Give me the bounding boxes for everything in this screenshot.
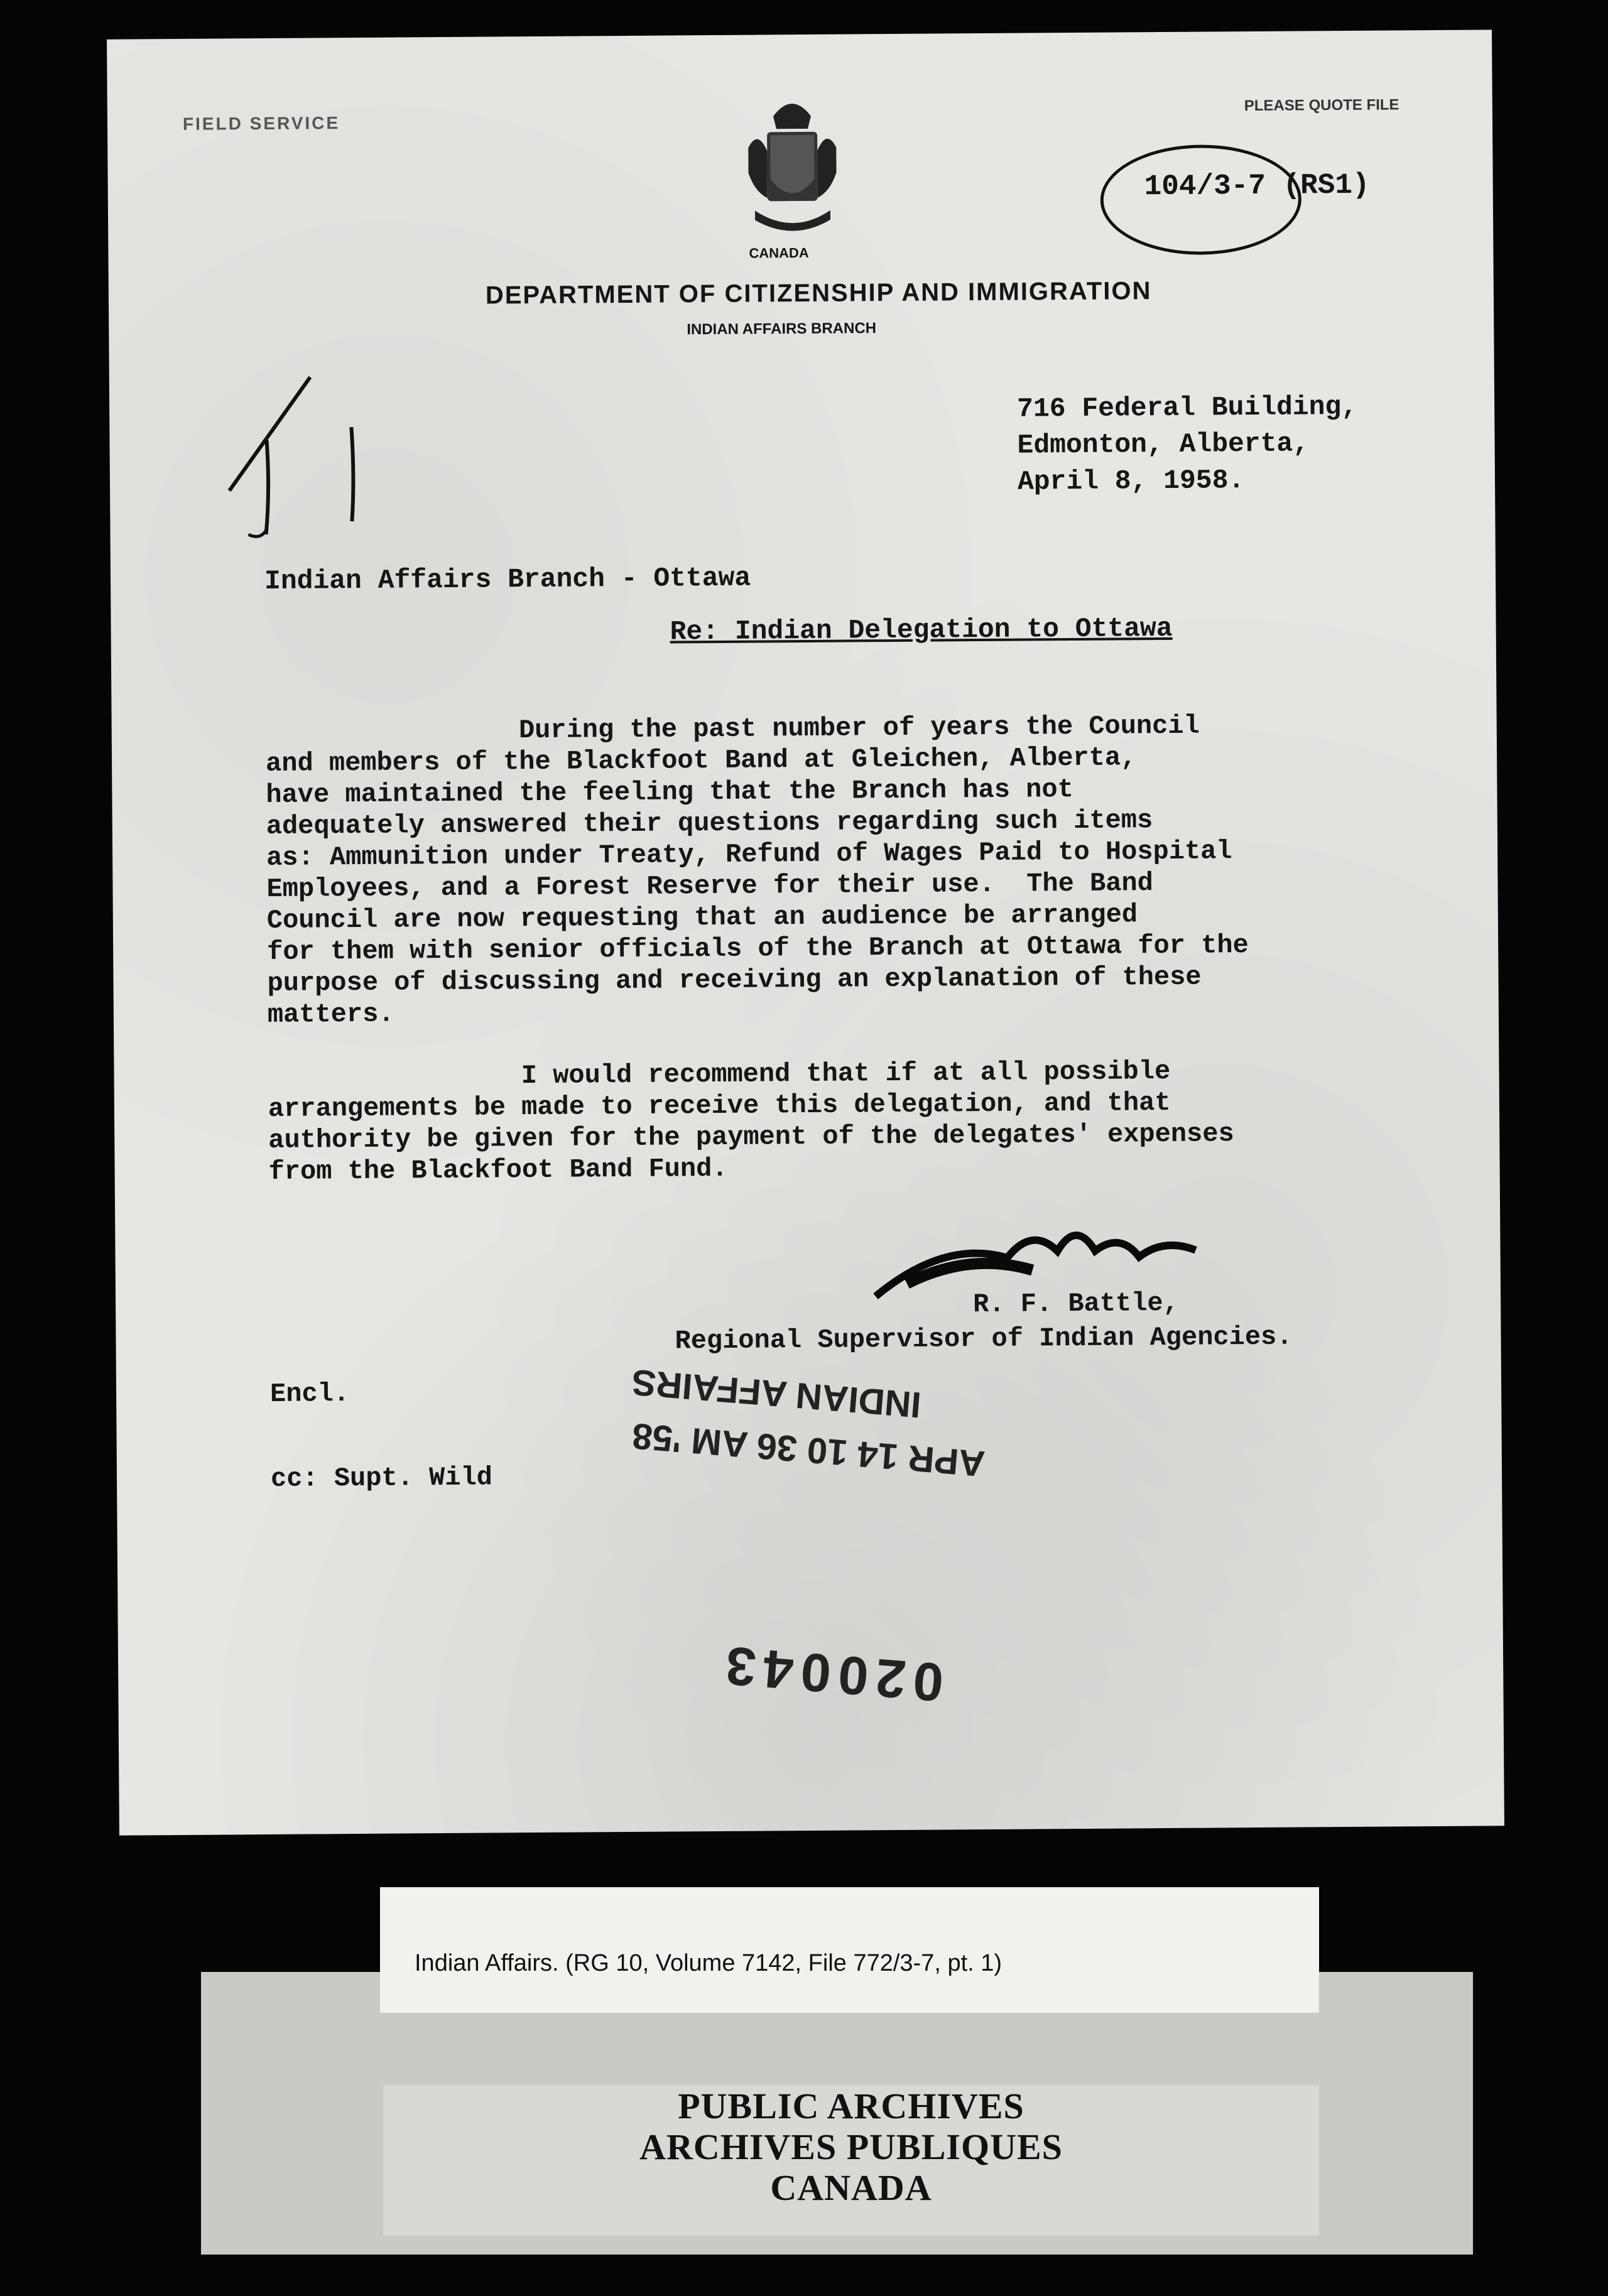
body-line: as: Ammunition under Treaty, Refund of Wages Paid to Hospital bbox=[266, 836, 1232, 873]
received-stamp-office: INDIAN AFFAIRS bbox=[630, 1361, 923, 1426]
citation-text: Indian Affairs. (RG 10, Volume 7142, File 772/3-7, pt. 1) bbox=[415, 1950, 1002, 1976]
letter-date: April 8, 1958. bbox=[1017, 465, 1245, 497]
received-stamp-date: APR 14 10 36 AM '58 bbox=[631, 1415, 987, 1485]
recipient: Indian Affairs Branch - Ottawa bbox=[264, 562, 751, 597]
body-line: from the Blackfoot Band Fund. bbox=[268, 1153, 728, 1187]
cc-note: cc: Supt. Wild bbox=[270, 1462, 493, 1494]
sender-address bbox=[1017, 389, 1358, 501]
citation-label bbox=[380, 1887, 1319, 2013]
body-line: have maintained the feeling that the Branch has not bbox=[266, 774, 1074, 810]
enclosure-note: Encl. bbox=[269, 1378, 350, 1409]
body-line: for them with senior officials of the Branch at Ottawa for the bbox=[267, 930, 1249, 967]
please-quote-label: PLEASE QUOTE FILE bbox=[1244, 96, 1399, 115]
body-line: authority be given for the payment of the delegates' expenses bbox=[268, 1118, 1234, 1156]
body-paragraph-2 bbox=[268, 1054, 1449, 1188]
signatory-title: Regional Supervisor of Indian Agencies. bbox=[675, 1321, 1293, 1356]
archive-line-2: ARCHIVES PUBLIQUES bbox=[639, 2126, 1063, 2167]
department-heading: DEPARTMENT OF CITIZENSHIP AND IMMIGRATION bbox=[485, 277, 1152, 310]
body-line: I would recommend that if at all possible bbox=[268, 1056, 1171, 1093]
body-line: purpose of discussing and receiving an explanation of these bbox=[267, 961, 1202, 999]
subject-line: Re: Indian Delegation to Ottawa bbox=[670, 612, 1173, 647]
file-number: 104/3-7 (RS1) bbox=[1144, 168, 1370, 203]
body-paragraph-1 bbox=[266, 708, 1448, 1031]
signatory-name: R. F. Battle, bbox=[972, 1287, 1179, 1320]
body-line: and members of the Blackfoot Band at Gleichen, Alberta, bbox=[265, 742, 1137, 779]
letter-page bbox=[107, 30, 1504, 1835]
body-line: During the past number of years the Council bbox=[265, 710, 1200, 747]
archive-card bbox=[201, 1972, 1473, 2255]
body-line: matters. bbox=[267, 999, 394, 1030]
canada-crest-icon bbox=[736, 90, 850, 242]
address-line-2: Edmonton, Alberta, bbox=[1017, 428, 1310, 461]
body-line: adequately answered their questions regarding such items bbox=[266, 805, 1153, 842]
archive-line-1: PUBLIC ARCHIVES bbox=[678, 2086, 1024, 2126]
body-line: Council are now requesting that an audience be arranged bbox=[266, 899, 1138, 936]
branch-heading: INDIAN AFFAIRS BRANCH bbox=[687, 320, 877, 338]
archive-stamp bbox=[383, 2085, 1319, 2236]
body-line: Employees, and a Forest Reserve for their use. The Band bbox=[266, 868, 1154, 904]
crest-label: CANADA bbox=[749, 244, 809, 261]
document-number-stamp: 020043 bbox=[715, 1634, 946, 1713]
archive-line-3: CANADA bbox=[770, 2167, 932, 2208]
handwritten-mark-icon bbox=[222, 364, 412, 541]
field-service-label: FIELD SERVICE bbox=[182, 113, 340, 134]
address-line-1: 716 Federal Building, bbox=[1017, 391, 1358, 425]
body-line: arrangements be made to receive this delegation, and that bbox=[268, 1087, 1171, 1124]
